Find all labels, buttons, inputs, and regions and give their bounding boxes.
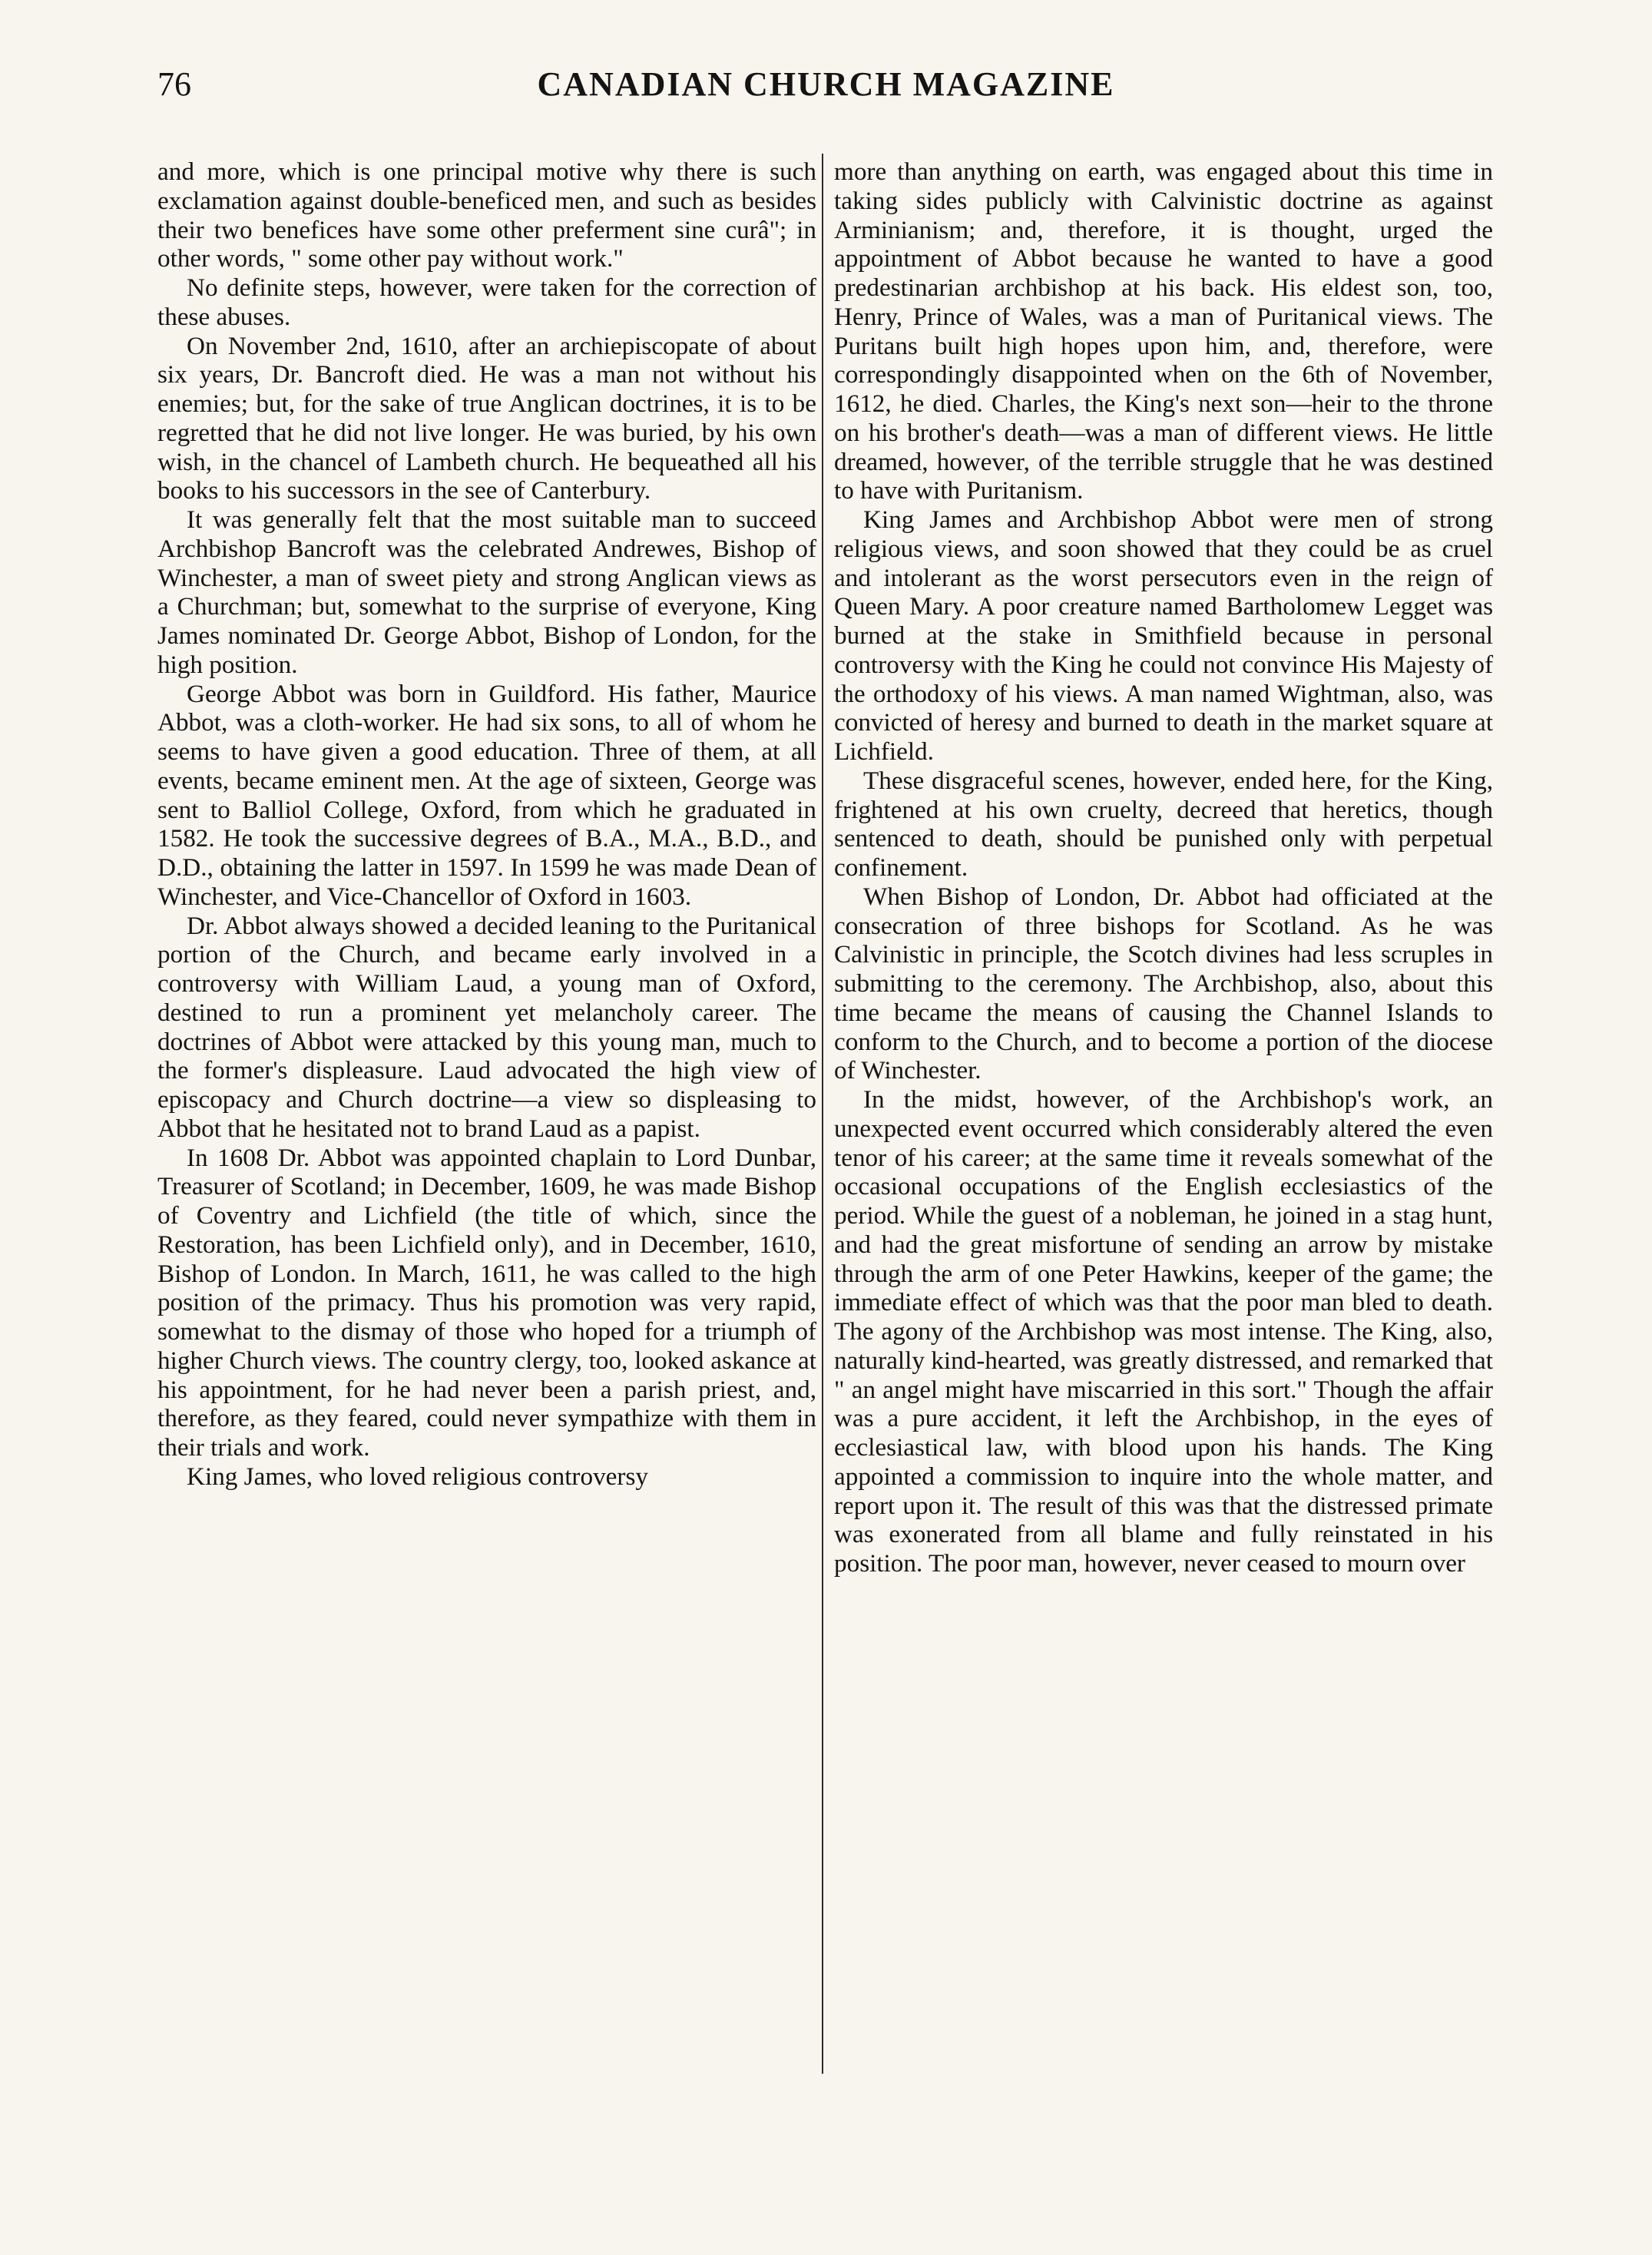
paragraph: George Abbot was born in Guildford. His father, Maurice Abbot, was a cloth-worker. He had six sons, to all of whom he seems to have given a good education. Three of them, at all events, became eminent men. At the age of sixteen, George was sent to Balliol College, Oxford, from which he graduated in 1582. He took the successive degrees of B.A., M.A., B.D., and D.D., obtaining the latter in 1597. In 1599 he was made Dean of Winchester, and Vice-Chancellor of Oxford in 1603.: [157, 679, 816, 911]
column-rule: [822, 154, 823, 2074]
paragraph: King James and Archbishop Abbot were men of strong religious views, and soon showed that they could be as cruel and intolerant as the worst persecutors even in the reign of Queen Mary. A poor creature named Bartholomew Legget was burned at the stake in Smithfield because in personal controversy with the King he could not convince His Majesty of the orthodoxy of his views. A man named Wightman, also, was convicted of heresy and burned to death in the market square at Lichfield.: [834, 505, 1493, 766]
column-left: [157, 157, 816, 1492]
paragraph: Dr. Abbot always showed a decided leaning to the Puritanical portion of the Church, and became early involved in a controversy with William Laud, a young man of Oxford, destined to run a prominent yet melancholy career. The doctrines of Abbot were attacked by this young man, much to the former's displeasure. Laud advocated the high view of episcopacy and Church doctrine—a view so displeasing to Abbot that he hesitated not to brand Laud as a papist.: [157, 911, 816, 1143]
paragraph: On November 2nd, 1610, after an archiepiscopate of about six years, Dr. Bancroft died. He was a man not without his enemies; but, for the sake of true Anglican doctrines, it is to be regretted that he did not live longer. He was buried, by his own wish, in the chancel of Lambeth church. He bequeathed all his books to his successors in the see of Canterbury.: [157, 331, 816, 505]
paragraph: No definite steps, however, were taken for the correction of these abuses.: [157, 273, 816, 331]
paragraph: In 1608 Dr. Abbot was appointed chaplain to Lord Dunbar, Treasurer of Scotland; in December, 1609, he was made Bishop of Coventry and Lichfield (the title of which, since the Restoration, has been Lichfield only), and in December, 1610, Bishop of London. In March, 1611, he was called to the high position of the primacy. Thus his promotion was very rapid, somewhat to the dismay of those who hoped for a triumph of higher Church views. The country clergy, too, looked askance at his appointment, for he had never been a parish priest, and, therefore, as they feared, could never sympathize with them in their trials and work.: [157, 1143, 816, 1462]
paragraph: It was generally felt that the most suitable man to succeed Archbishop Bancroft was the celebrated Andrewes, Bishop of Winchester, a man of sweet piety and strong Anglican views as a Churchman; but, somewhat to the surprise of everyone, King James nominated Dr. George Abbot, Bishop of London, for the high position.: [157, 505, 816, 679]
column-right: [834, 157, 1493, 1578]
paragraph: When Bishop of London, Dr. Abbot had officiated at the consecration of three bishops for Scotland. As he was Calvinistic in principle, the Scotch divines had less scruples in submitting to the ceremony. The Archbishop, also, about this time became the means of causing the Channel Islands to conform to the Church, and to become a portion of the diocese of Winchester.: [834, 882, 1493, 1085]
paragraph: These disgraceful scenes, however, ended here, for the King, frightened at his own cruelty, decreed that heretics, though sentenced to death, should be punished only with perpetual confinement.: [834, 766, 1493, 882]
paragraph: In the midst, however, of the Archbishop's work, an unexpected event occurred which considerably altered the even tenor of his career; at the same time it reveals somewhat of the occasional occupations of the English ecclesiastics of the period. While the guest of a nobleman, he joined in a stag hunt, and had the great misfortune of sending an arrow by mistake through the arm of one Peter Hawkins, keeper of the game; the immediate effect of which was that the poor man bled to death. The agony of the Archbishop was most intense. The King, also, naturally kind-hearted, was greatly distressed, and remarked that " an angel might have miscarried in this sort." Though the affair was a pure accident, it left the Archbishop, in the eyes of ecclesiastical law, with blood upon his hands. The King appointed a commission to inquire into the whole matter, and report upon it. The result of this was that the distressed primate was exonerated from all blame and fully reinstated in his position. The poor man, however, never ceased to mourn over: [834, 1085, 1493, 1578]
paragraph: and more, which is one principal motive why there is such exclamation against double-beneficed men, and such as besides their two benefices have some other preferment sine curâ"; in other words, " some other pay without work.": [157, 157, 816, 273]
page-number: 76: [157, 65, 191, 103]
running-head: CANADIAN CHURCH MAGAZINE: [537, 65, 1115, 103]
paragraph: more than anything on earth, was engaged about this time in taking sides publicly with Calvinistic doctrine as against Arminianism; and, therefore, it is thought, urged the appointment of Abbot because he wanted to have a good predestinarian archbishop at his back. His eldest son, too, Henry, Prince of Wales, was a man of Puritanical views. The Puritans built high hopes upon him, and, therefore, were correspondingly disappointed when on the 6th of November, 1612, he died. Charles, the King's next son—heir to the throne on his brother's death—was a man of different views. He little dreamed, however, of the terrible struggle that he was destined to have with Puritanism.: [834, 157, 1493, 505]
paragraph: King James, who loved religious controversy: [187, 1462, 648, 1491]
